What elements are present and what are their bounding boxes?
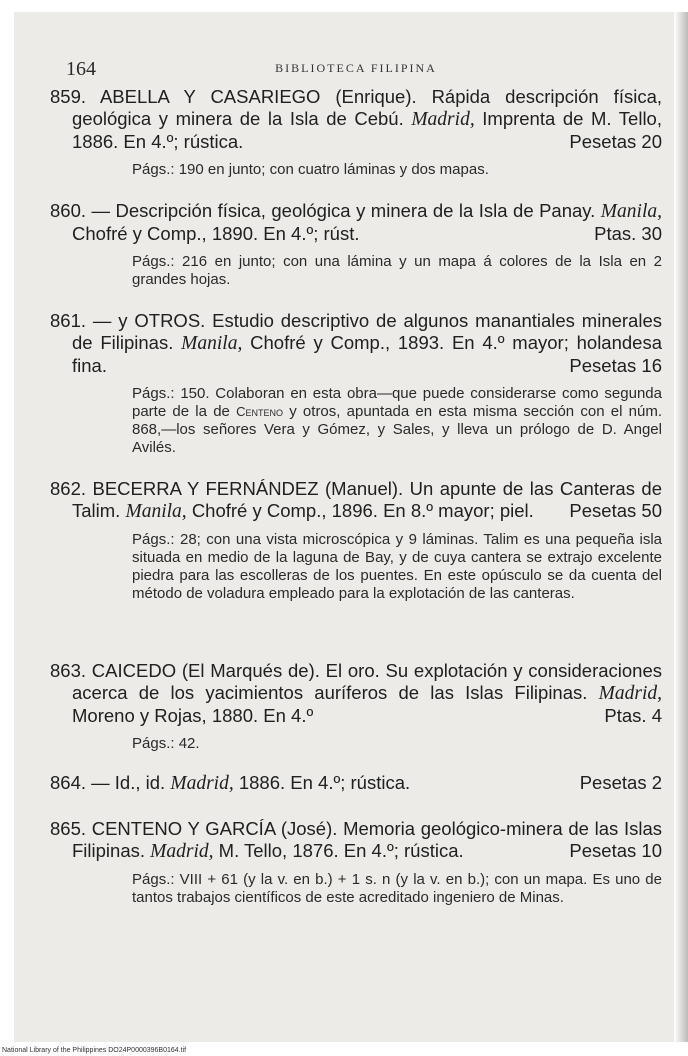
note-text: Págs.: 190 en junto; con cuatro láminas y dos mapas. [132, 161, 489, 178]
entry-text: CAICEDO (El Marqués de). El oro. Su explotación y consideraciones acerca de los yacimientos auríferos de las Islas Filipinas. [72, 660, 662, 703]
running-title: BIBLIOTECA FILIPINA [275, 61, 437, 75]
entry-place: Manila, [125, 501, 187, 522]
note-text: Págs.: 216 en junto; con una lámina y un mapa á colores de la Isla en 2 grandes hojas. [132, 253, 662, 288]
entry-862 [50, 478, 662, 603]
entry-price: Pesetas 20 [569, 131, 662, 152]
note-text [72, 385, 662, 457]
note-text: Págs.: VIII + 61 (y la v. en b.) + 1 s. n (y la v. en b.); con un mapa. Es uno de tantos trabajos científicos de este acreditado ingeniero de Minas. [132, 871, 662, 906]
entry-text: CENTENO Y GARCÍA (José). Memoria geológico-minera de las Islas Filipinas. [72, 818, 662, 861]
entry-number: 864. [50, 772, 87, 793]
entry-864 [50, 772, 662, 795]
scan-credit: National Library of the Philippines DO24P0000396B0164.tif [2, 1047, 187, 1054]
page-edge [674, 12, 688, 1042]
entry-main [50, 772, 662, 795]
entry-main [50, 478, 662, 523]
entry-place: Manila, [181, 333, 243, 354]
entry-note [72, 161, 662, 179]
entry-price: Pesetas 10 [569, 840, 662, 861]
entry-price: Pesetas 16 [569, 355, 662, 376]
entry-main [50, 86, 662, 153]
note-smallcaps: Centeno [236, 404, 283, 419]
entry-imprint: Chofré y Comp., 1896. En 8.º mayor; piel. [191, 500, 534, 521]
entry-place: Manila, [600, 201, 663, 222]
entry-main [50, 660, 662, 727]
entry-number: 860. [50, 200, 87, 221]
entry-note [72, 531, 662, 603]
entry-number: 863. [50, 660, 87, 681]
entry-text: BECERRA Y FERNÁNDEZ (Manuel). Un apunte de las Canteras de Talim. [72, 478, 662, 521]
entry-imprint: Moreno y Rojas, 1880. En 4.º [72, 705, 314, 726]
entry-note [72, 253, 662, 289]
entry-number: 861. [50, 310, 87, 331]
entry-price: Ptas. 4 [604, 705, 662, 726]
entry-859 [50, 86, 662, 179]
entry-imprint: M. Tello, 1876. En 4.º; rústica. [218, 840, 464, 861]
entry-865 [50, 818, 662, 907]
entry-place: Madrid, [598, 683, 662, 704]
entry-text: — y OTROS. Estudio descriptivo de algunos manantiales minerales de Filipinas. [72, 310, 662, 353]
entry-imprint: Chofré y Comp., 1893. En 4.º mayor; holandesa fina. [72, 332, 663, 376]
entry-number: 862. [50, 478, 87, 499]
entry-860 [50, 200, 663, 289]
note-text: Págs.: 42. [132, 735, 200, 752]
entry-note [72, 735, 662, 753]
entry-863 [50, 660, 662, 753]
entry-main [50, 200, 663, 245]
entry-place: Madrid, [150, 841, 214, 862]
entry-note [72, 871, 662, 907]
entry-main [50, 310, 663, 377]
note-text-part: y otros, apuntada en esta misma sección con el núm. 868,—los señores Vera y Gómez, y Sales, y lleva un prólogo de D. Angel Avilés. [132, 403, 662, 456]
entry-text: — Descripción física, geológica y minera de la Isla de Panay. [91, 200, 596, 221]
page-header [66, 58, 646, 80]
entry-text: — Id., id. [91, 772, 166, 793]
entry-number: 865. [50, 818, 87, 839]
entry-place: Madrid, [170, 773, 234, 794]
entry-note [72, 385, 662, 457]
entry-number: 859. [50, 86, 87, 107]
note-text-part: Págs.: 150. Colaboran en esta obra—que puede considerarse como segunda parte de la de [132, 385, 662, 420]
entry-main [50, 818, 662, 863]
entry-861 [50, 310, 663, 457]
note-text: Págs.: 28; con una vista microscópica y 9 láminas. Talim es una pequeña isla situada en medio de la laguna de Bay, y de cuya cantera se extrajo excelente piedra para las escolleras de los puentes. En este opúsculo se da cuenta del método de voladura empleado para la explotación de las canteras. [132, 531, 662, 602]
entry-imprint: 1886. En 4.º; rústica. [238, 772, 411, 793]
entry-place: Madrid, [411, 109, 475, 130]
entry-price: Pesetas 2 [579, 772, 662, 793]
entry-price: Pesetas 50 [569, 500, 662, 521]
entry-price: Ptas. 30 [594, 223, 662, 244]
entry-imprint: Chofré y Comp., 1890. En 4.º; rúst. [72, 223, 360, 244]
entry-imprint: Imprenta de M. Tello, 1886. En 4.º; rústica. [72, 108, 662, 152]
entry-text: ABELLA Y CASARIEGO (Enrique). Rápida descripción física, geológica y minera de la Isla de Cebú. [72, 86, 662, 129]
page-number: 164 [66, 58, 96, 80]
